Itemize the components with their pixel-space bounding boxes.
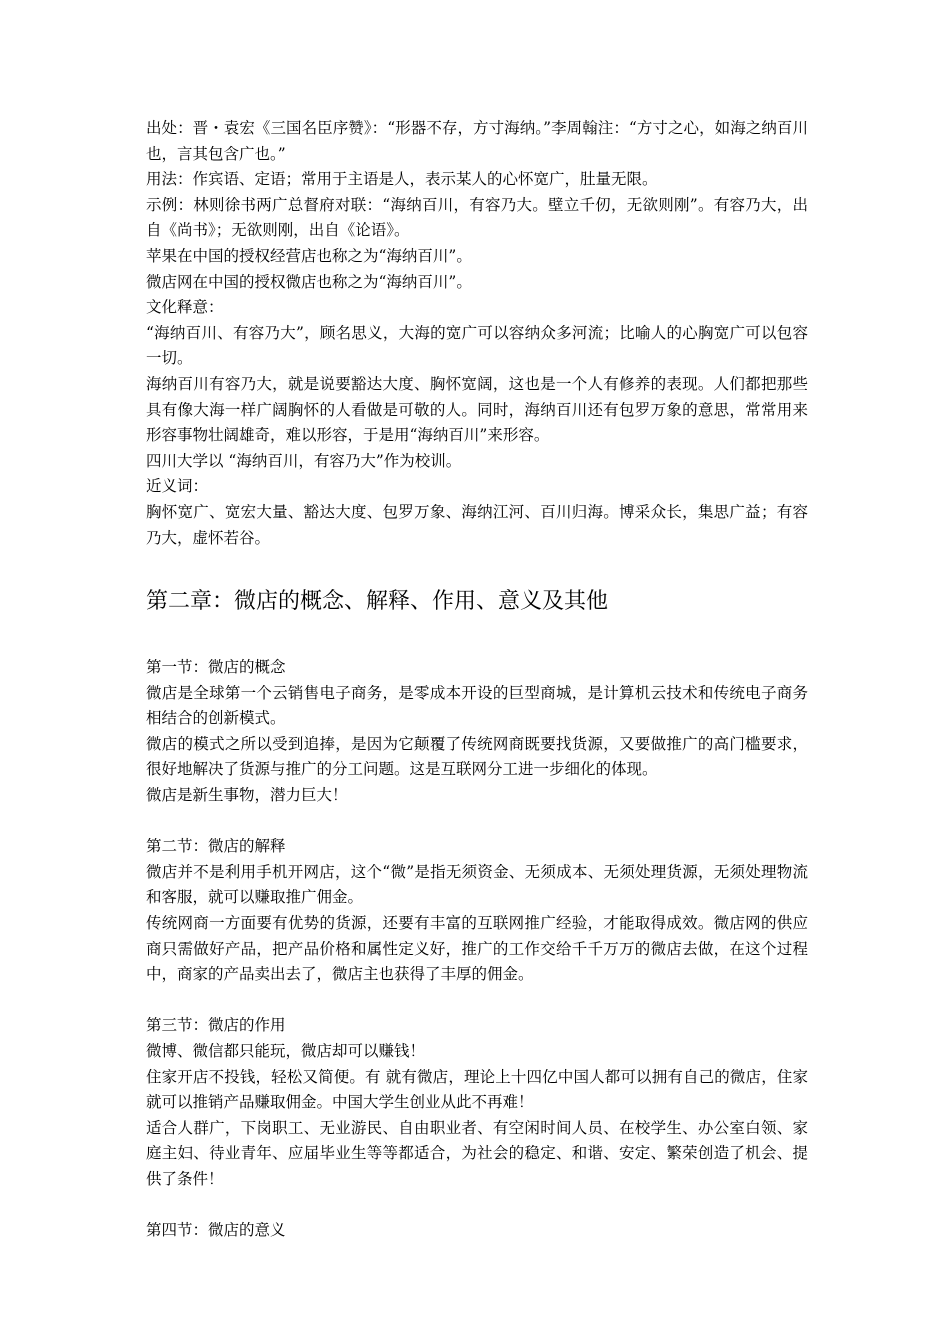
synonyms-label: 近义词： [146, 477, 209, 496]
section2-title: 第二节：微店的解释 [146, 837, 286, 856]
section2-paragraph-2: 传统网商一方面要有优势的货源，还要有丰富的互联网推广经验，才能取得成效。微店网的供应商只需做好产品，把产品价格和属性定义好，推广的工作交给千千万万的微店去做，在这个过程中，商家的产品卖出去了，微店主也获得了丰厚的佣金。 [146, 914, 808, 984]
culture-label: 文化释意： [146, 298, 224, 317]
section-spacer [146, 988, 808, 1014]
sichuan-paragraph: 四川大学以 “海纳百川，有容乃大”作为校训。 [146, 451, 462, 470]
section-spacer [146, 1193, 808, 1219]
section3-paragraph-2: 住家开店不投钱，轻松又简便。有 就有微店，理论上十四亿中国人都可以拥有自己的微店，住家就可以推销产品赚取佣金。中国大学生创业从此不再难！ [146, 1067, 808, 1112]
apple-paragraph: 苹果在中国的授权经营店也称之为“海纳百川”。 [146, 246, 472, 265]
section1-title: 第一节：微店的概念 [146, 658, 286, 677]
document-page [146, 116, 808, 1244]
weidian-paragraph: 微店网在中国的授权微店也称之为“海纳百川”。 [146, 272, 472, 291]
section1-paragraph-1: 微店是全球第一个云销售电子商务，是零成本开设的巨型商城，是计算机云技术和传统电子商务相结合的创新模式。 [146, 683, 808, 728]
section2-paragraph-1: 微店并不是利用手机开网店，这个“微”是指无须资金、无须成本、无须处理货源，无须处理物流和客服，就可以赚取推广佣金。 [146, 862, 808, 907]
source-paragraph: 出处：晋・袁宏《三国名臣序赞》：“形器不存，方寸海纳。”李周翰注：“方寸之心，如海之纳百川也，言其包含广也。” [146, 119, 808, 163]
section3-paragraph-1: 微博、微信都只能玩，微店却可以赚钱！ [146, 1042, 426, 1060]
example-paragraph: 示例：林则徐书两广总督府对联：“海纳百川，有容乃大。壁立千仞，无欲则刚”。有容乃大，出自《尚书》；无欲则刚，出自《论语》。 [146, 195, 808, 240]
usage-paragraph: 用法：作宾语、定语；常用于主语是人，表示某人的心怀宽广，肚量无限。 [146, 170, 658, 189]
section3-title: 第三节：微店的作用 [146, 1016, 286, 1035]
section4-title: 第四节：微店的意义 [146, 1221, 286, 1240]
section3-paragraph-3: 适合人群广，下岗职工、无业游民、自由职业者、有空闲时间人员、在校学生、办公室白领、家庭主妇、待业青年、应届毕业生等等都适合，为社会的稳定、和谐、安定、繁荣创造了机会、提供了条件！ [146, 1118, 808, 1188]
section1-paragraph-3: 微店是新生事物，潜力巨大！ [146, 786, 348, 805]
section1-paragraph-2: 微店的模式之所以受到追捧，是因为它颠覆了传统网商既要找货源，又要做推广的高门槛要求，很好地解决了货源与推广的分工问题。这是互联网分工进一步细化的体现。 [146, 734, 808, 779]
culture-paragraph-1: “海纳百川、有容乃大”，顾名思义，大海的宽广可以容纳众多河流；比喻人的心胸宽广可以包容一切。 [146, 323, 808, 368]
culture-paragraph-2: 海纳百川有容乃大，就是说要豁达大度、胸怀宽阔，这也是一个人有修养的表现。人们都把那些具有像大海一样广阔胸怀的人看做是可敬的人。同时，海纳百川还有包罗万象的意思，常常用来形容事物壮阔雄奇，难以形容，于是用“海纳百川”来形容。 [146, 374, 808, 445]
synonyms-paragraph: 胸怀宽广、宽宏大量、豁达大度、包罗万象、海纳江河、百川归海。博采众长，集思广益；有容乃大，虚怀若谷。 [146, 502, 808, 547]
section-spacer [146, 809, 808, 835]
chapter-title: 第二章：微店的概念、解释、作用、意义及其他 [146, 589, 609, 615]
